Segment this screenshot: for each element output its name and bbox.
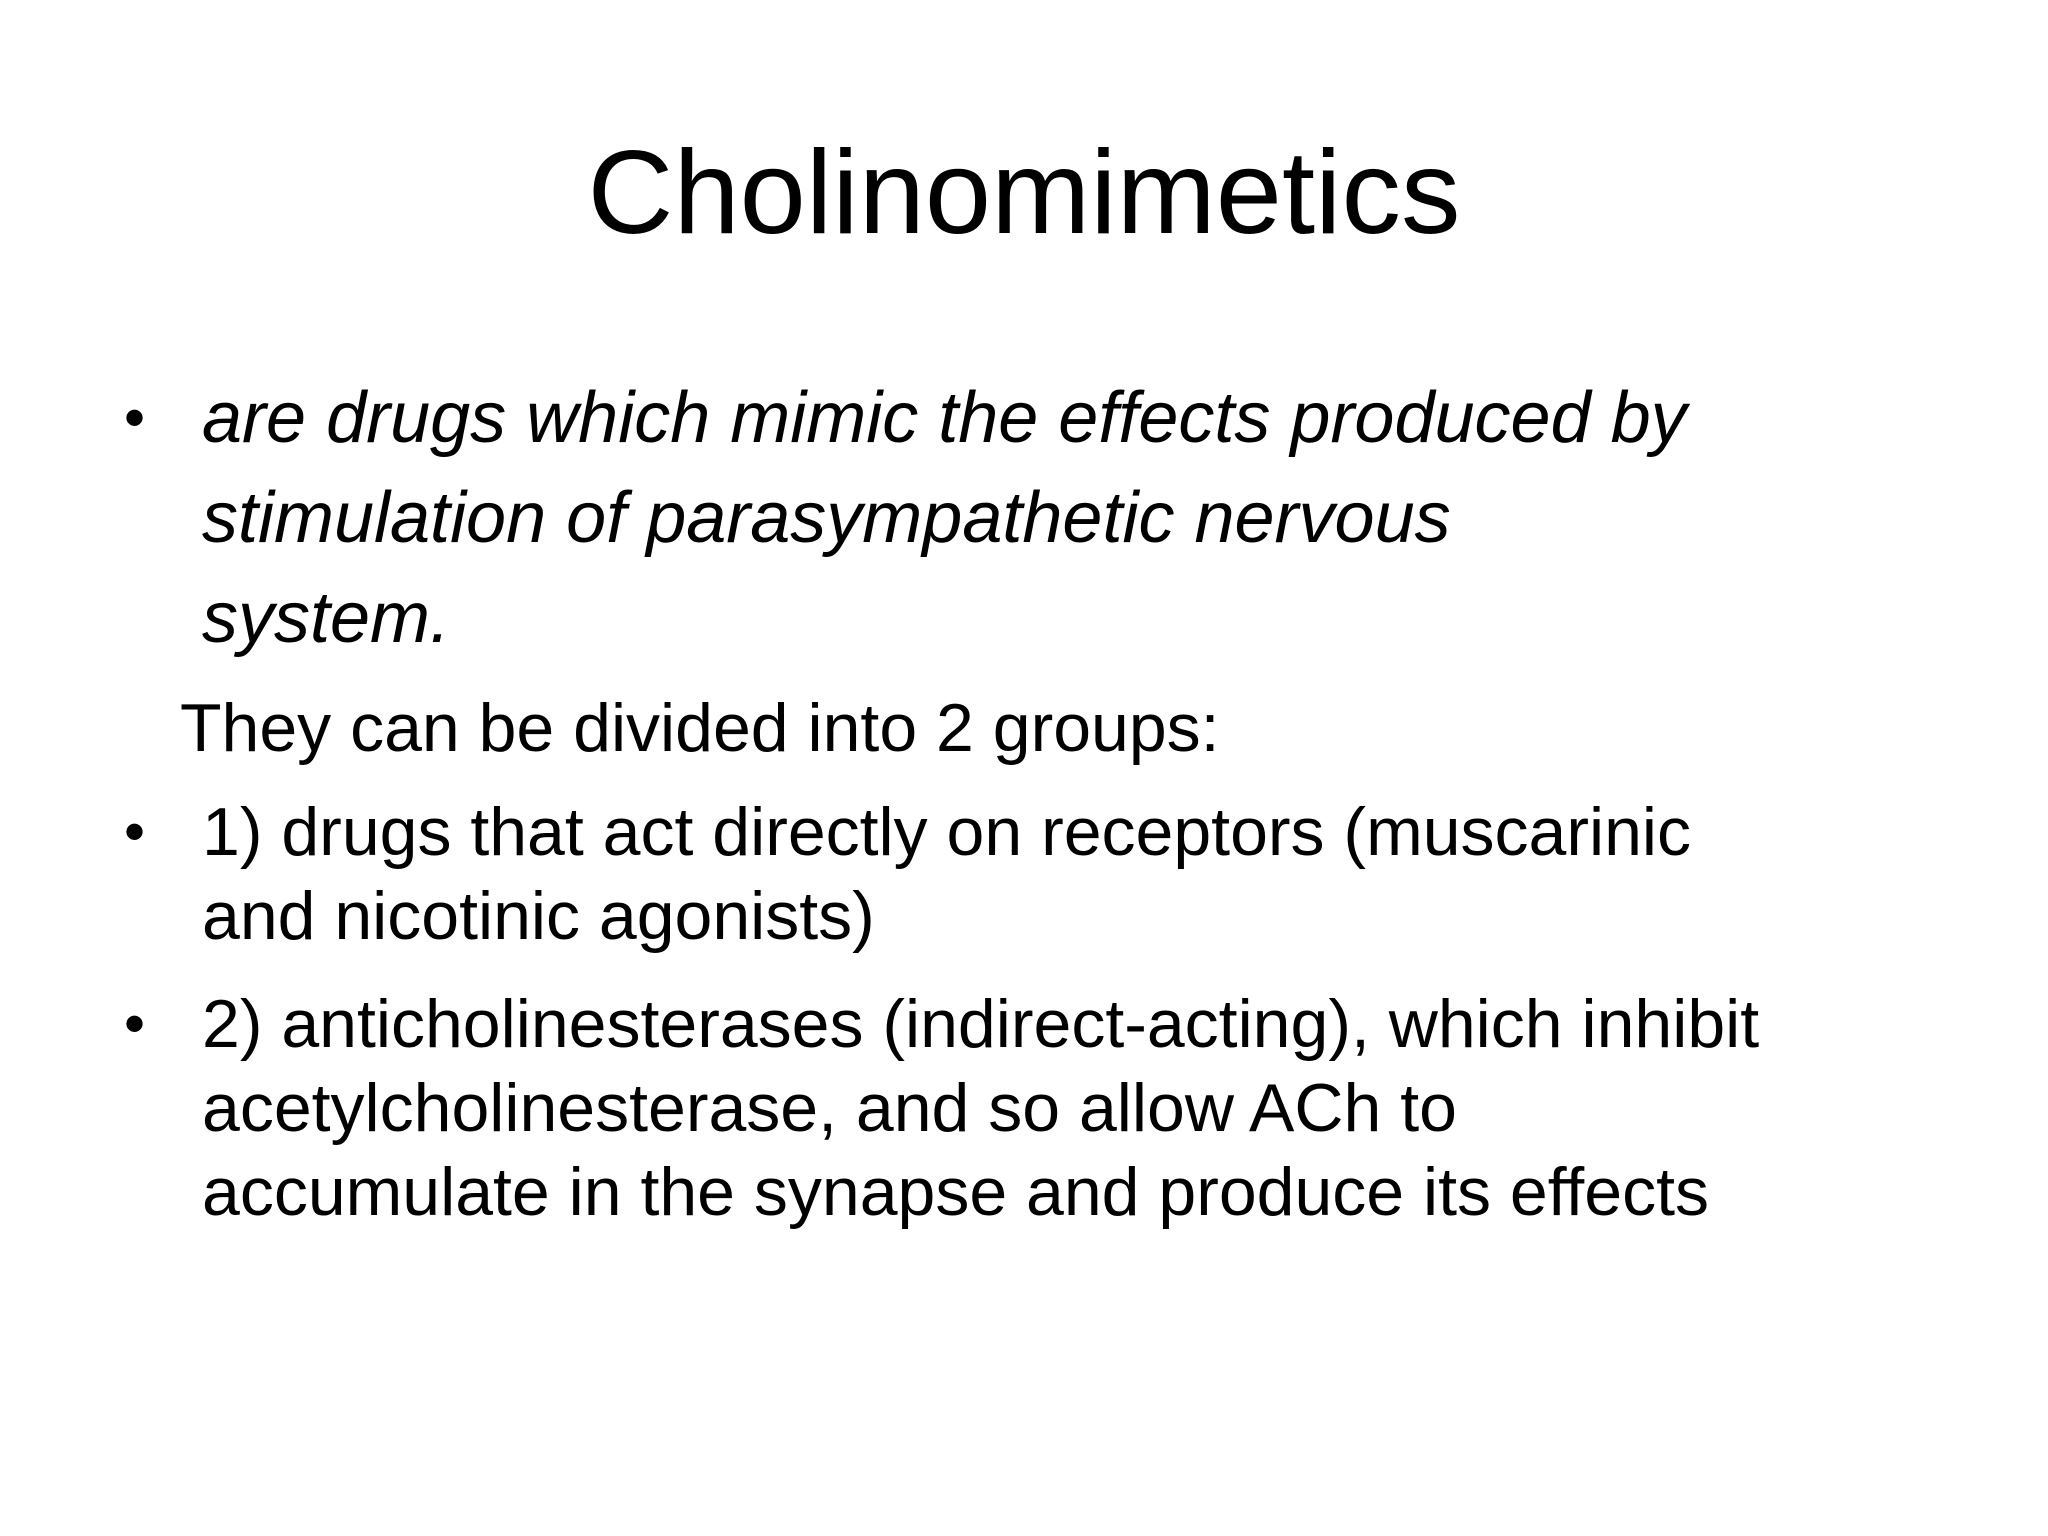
group-2-line: 2) anticholinesterases (indirect-acting), which inhibit [202, 986, 1760, 1062]
bullet-dot: • [124, 384, 146, 451]
group-2-line: accumulate in the synapse and produce its effects [202, 1154, 1709, 1230]
group-1-line: 1) drugs that act directly on receptors (muscarinic [202, 794, 1692, 870]
bullet-dot: • [124, 798, 146, 865]
groups-intro: They can be divided into 2 groups: [180, 690, 1220, 766]
definition-line: are drugs which mimic the effects produced by [202, 378, 1687, 458]
bullet-dot: • [124, 990, 146, 1057]
definition-line: system. [202, 578, 451, 658]
definition-line: stimulation of parasympathetic nervous [202, 478, 1451, 558]
group-1-line: and nicotinic agonists) [202, 878, 875, 954]
slide-title: Cholinomimetics [587, 126, 1461, 259]
group-2-line: acetylcholinesterase, and so allow ACh to [202, 1070, 1457, 1146]
